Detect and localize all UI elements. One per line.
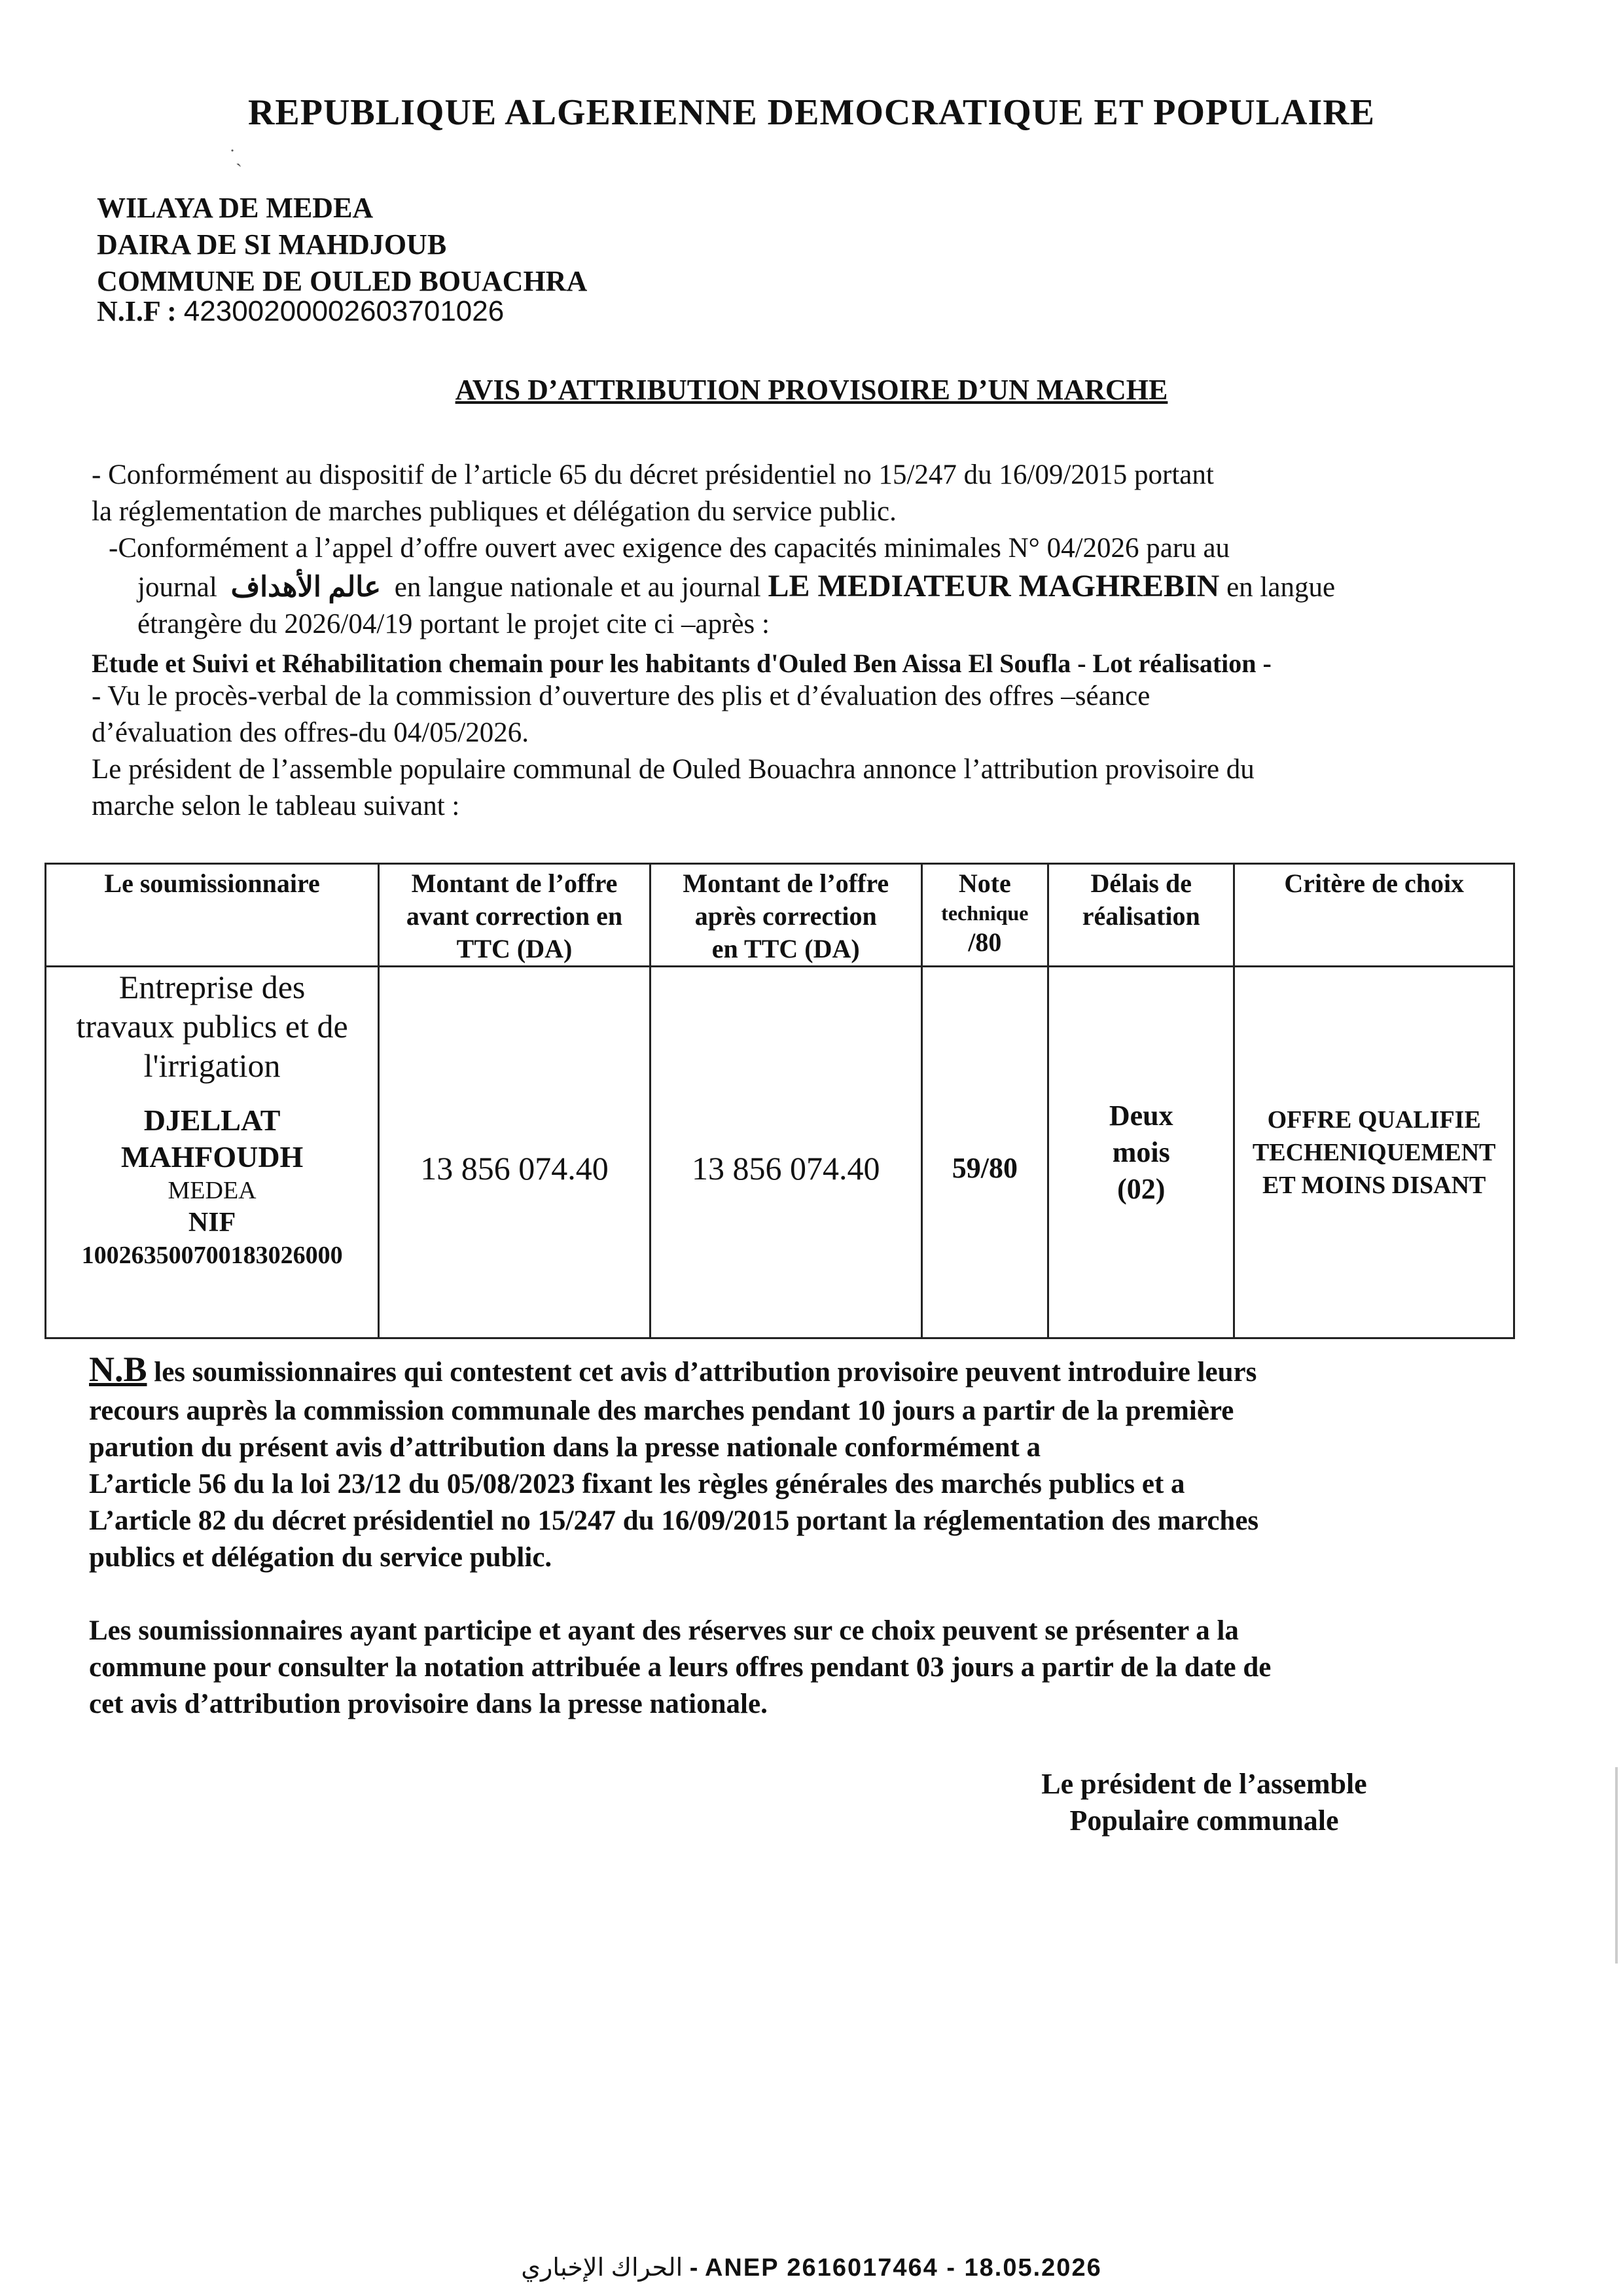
- header-amount-before: [379, 864, 651, 967]
- company-name: travaux publics et de: [76, 1008, 348, 1045]
- header-text: Note: [958, 869, 1011, 898]
- nb-line: L’article 82 du décret présidentiel no 15/247 du 16/09/2015 portant la réglementation des marches: [89, 1505, 1259, 1536]
- criteria-text: ET MOINS DISANT: [1262, 1171, 1486, 1199]
- header-text: Montant de l’offre: [411, 869, 618, 898]
- scan-edge-mark: [1615, 1767, 1618, 1964]
- commune-line: COMMUNE DE OULED BOUACHRA: [97, 265, 588, 297]
- note-cell: 59/80: [921, 967, 1048, 1338]
- nif-label: N.I.F :: [97, 295, 177, 327]
- nb-text: les soumissionnaires qui contestent cet avis d’attribution provisoire peuvent introduire leurs: [147, 1357, 1257, 1388]
- footer-newspaper: الحراك الإخباري: [521, 2254, 683, 2282]
- header-delay: [1048, 864, 1234, 967]
- reserves-line: commune pour consulter la notation attribuée a leurs offres pendant 03 jours a partir de la date de: [89, 1652, 1272, 1683]
- journal-text: en langue nationale et au journal: [394, 572, 761, 603]
- signature-line-1: Le président de l’assemble: [1041, 1768, 1367, 1800]
- criteria-text: TECHENIQUEMENT: [1252, 1138, 1496, 1166]
- paragraph-line: - Vu le procès-verbal de la commission d’ouverture des plis et d’évaluation des offres –séance: [92, 681, 1150, 711]
- header-text: Montant de l’offre: [683, 869, 889, 898]
- header-text: avant correction en: [406, 901, 623, 931]
- paragraph-line: Le président de l’assemble populaire communal de Ouled Bouachra annonce l’attribution provisoire du: [92, 754, 1255, 785]
- nb-line: publics et délégation du service public.: [89, 1542, 552, 1573]
- foreign-journal-name: LE MEDIATEUR MAGHREBIN: [768, 569, 1220, 603]
- nb-line: recours auprès la commission communale des marches pendant 10 jours a partir de la première: [89, 1395, 1234, 1426]
- header-bidder: Le soumissionnaire: [46, 864, 379, 967]
- amount-after-cell: 13 856 074.40: [650, 967, 921, 1338]
- bidder-cell: [46, 967, 379, 1338]
- journal-label: journal: [137, 572, 217, 603]
- paragraph-line: la réglementation de marches publiques et délégation du service public.: [92, 496, 897, 527]
- table-row: [46, 967, 1514, 1338]
- nb-line: parution du présent avis d’attribution dans la presse nationale conformément a: [89, 1432, 1041, 1463]
- journal-text-end: en langue: [1226, 572, 1336, 603]
- company-name: Entreprise des: [118, 969, 306, 1005]
- paragraph-line: étrangère du 2026/04/19 portant le projet cite ci –après :: [137, 609, 770, 639]
- paragraph-line: - Conformément au dispositif de l’article 65 du décret présidentiel no 15/247 du 16/09/2015 portant: [92, 459, 1214, 490]
- header-text: en TTC (DA): [711, 934, 860, 963]
- header-text: TTC (DA): [456, 934, 573, 963]
- header-text: après correction: [694, 901, 877, 931]
- reserves-line: cet avis d’attribution provisoire dans la presse nationale.: [89, 1689, 768, 1719]
- footer-reference: [0, 2253, 1623, 2282]
- criteria-text: OFFRE QUALIFIE: [1267, 1105, 1481, 1134]
- table-header-row: [46, 864, 1514, 967]
- paragraph-line: d’évaluation des offres-du 04/05/2026.: [92, 717, 529, 748]
- company-name: l'irrigation: [143, 1047, 281, 1084]
- header-text: /80: [968, 927, 1002, 957]
- nif-line: [97, 295, 504, 328]
- paragraph-line: -Conformément a l’appel d’offre ouvert avec exigence des capacités minimales N° 04/2026 paru au: [109, 533, 1230, 564]
- delay-text: (02): [1117, 1172, 1166, 1205]
- arabic-journal-name: عالم الأهداف: [230, 572, 382, 603]
- header-note: [921, 864, 1048, 967]
- bidder-nif-value: 100263500700183026000: [81, 1242, 343, 1269]
- delay-text: mois: [1112, 1136, 1170, 1168]
- reserves-line: Les soumissionnaires ayant participe et ayant des réserves sur ce choix peuvent se présenter a la: [89, 1615, 1239, 1646]
- nb-line: L’article 56 du la loi 23/12 du 05/08/2023 fixant les règles générales des marchés publics et a: [89, 1469, 1185, 1499]
- bidder-city: MEDEA: [168, 1177, 257, 1204]
- owner-name: DJELLAT: [143, 1103, 281, 1137]
- owner-name: MAHFOUDH: [120, 1140, 304, 1174]
- delay-cell: [1048, 967, 1234, 1338]
- footer-anep: - ANEP 2616017464 - 18.05.2026: [683, 2254, 1102, 2282]
- header-amount-after: [650, 864, 921, 967]
- nb-label: N.B: [89, 1350, 147, 1389]
- header-text: Délais de: [1090, 869, 1192, 898]
- document-title: REPUBLIQUE ALGERIENNE DEMOCRATIQUE ET POPULAIRE: [247, 92, 1376, 133]
- header-criteria: Critère de choix: [1234, 864, 1514, 967]
- journal-line: [137, 569, 1335, 605]
- scan-mark: ˙ˏ: [229, 145, 242, 167]
- header-text: technique: [941, 901, 1029, 925]
- notice-title: AVIS D’ATTRIBUTION PROVISOIRE D’UN MARCHE: [455, 374, 1168, 406]
- criteria-cell: [1234, 967, 1514, 1338]
- wilaya-line: WILAYA DE MEDEA: [97, 192, 374, 224]
- delay-text: Deux: [1109, 1099, 1173, 1132]
- signature-line-2: Populaire communale: [1069, 1804, 1339, 1837]
- bidder-nif-label: NIF: [188, 1208, 236, 1238]
- amount-before-cell: 13 856 074.40: [379, 967, 651, 1338]
- header-text: réalisation: [1082, 901, 1200, 931]
- nif-value: 42300200002603701026: [183, 295, 505, 327]
- daira-line: DAIRA DE SI MAHDJOUB: [97, 228, 447, 260]
- paragraph-line: marche selon le tableau suivant :: [92, 791, 460, 821]
- attribution-table: [45, 863, 1515, 1339]
- nb-line: [89, 1351, 1257, 1391]
- project-name: Etude et Suivi et Réhabilitation chemain pour les habitants d'Ouled Ben Aissa El Soufla - Lot réalisation -: [92, 649, 1272, 678]
